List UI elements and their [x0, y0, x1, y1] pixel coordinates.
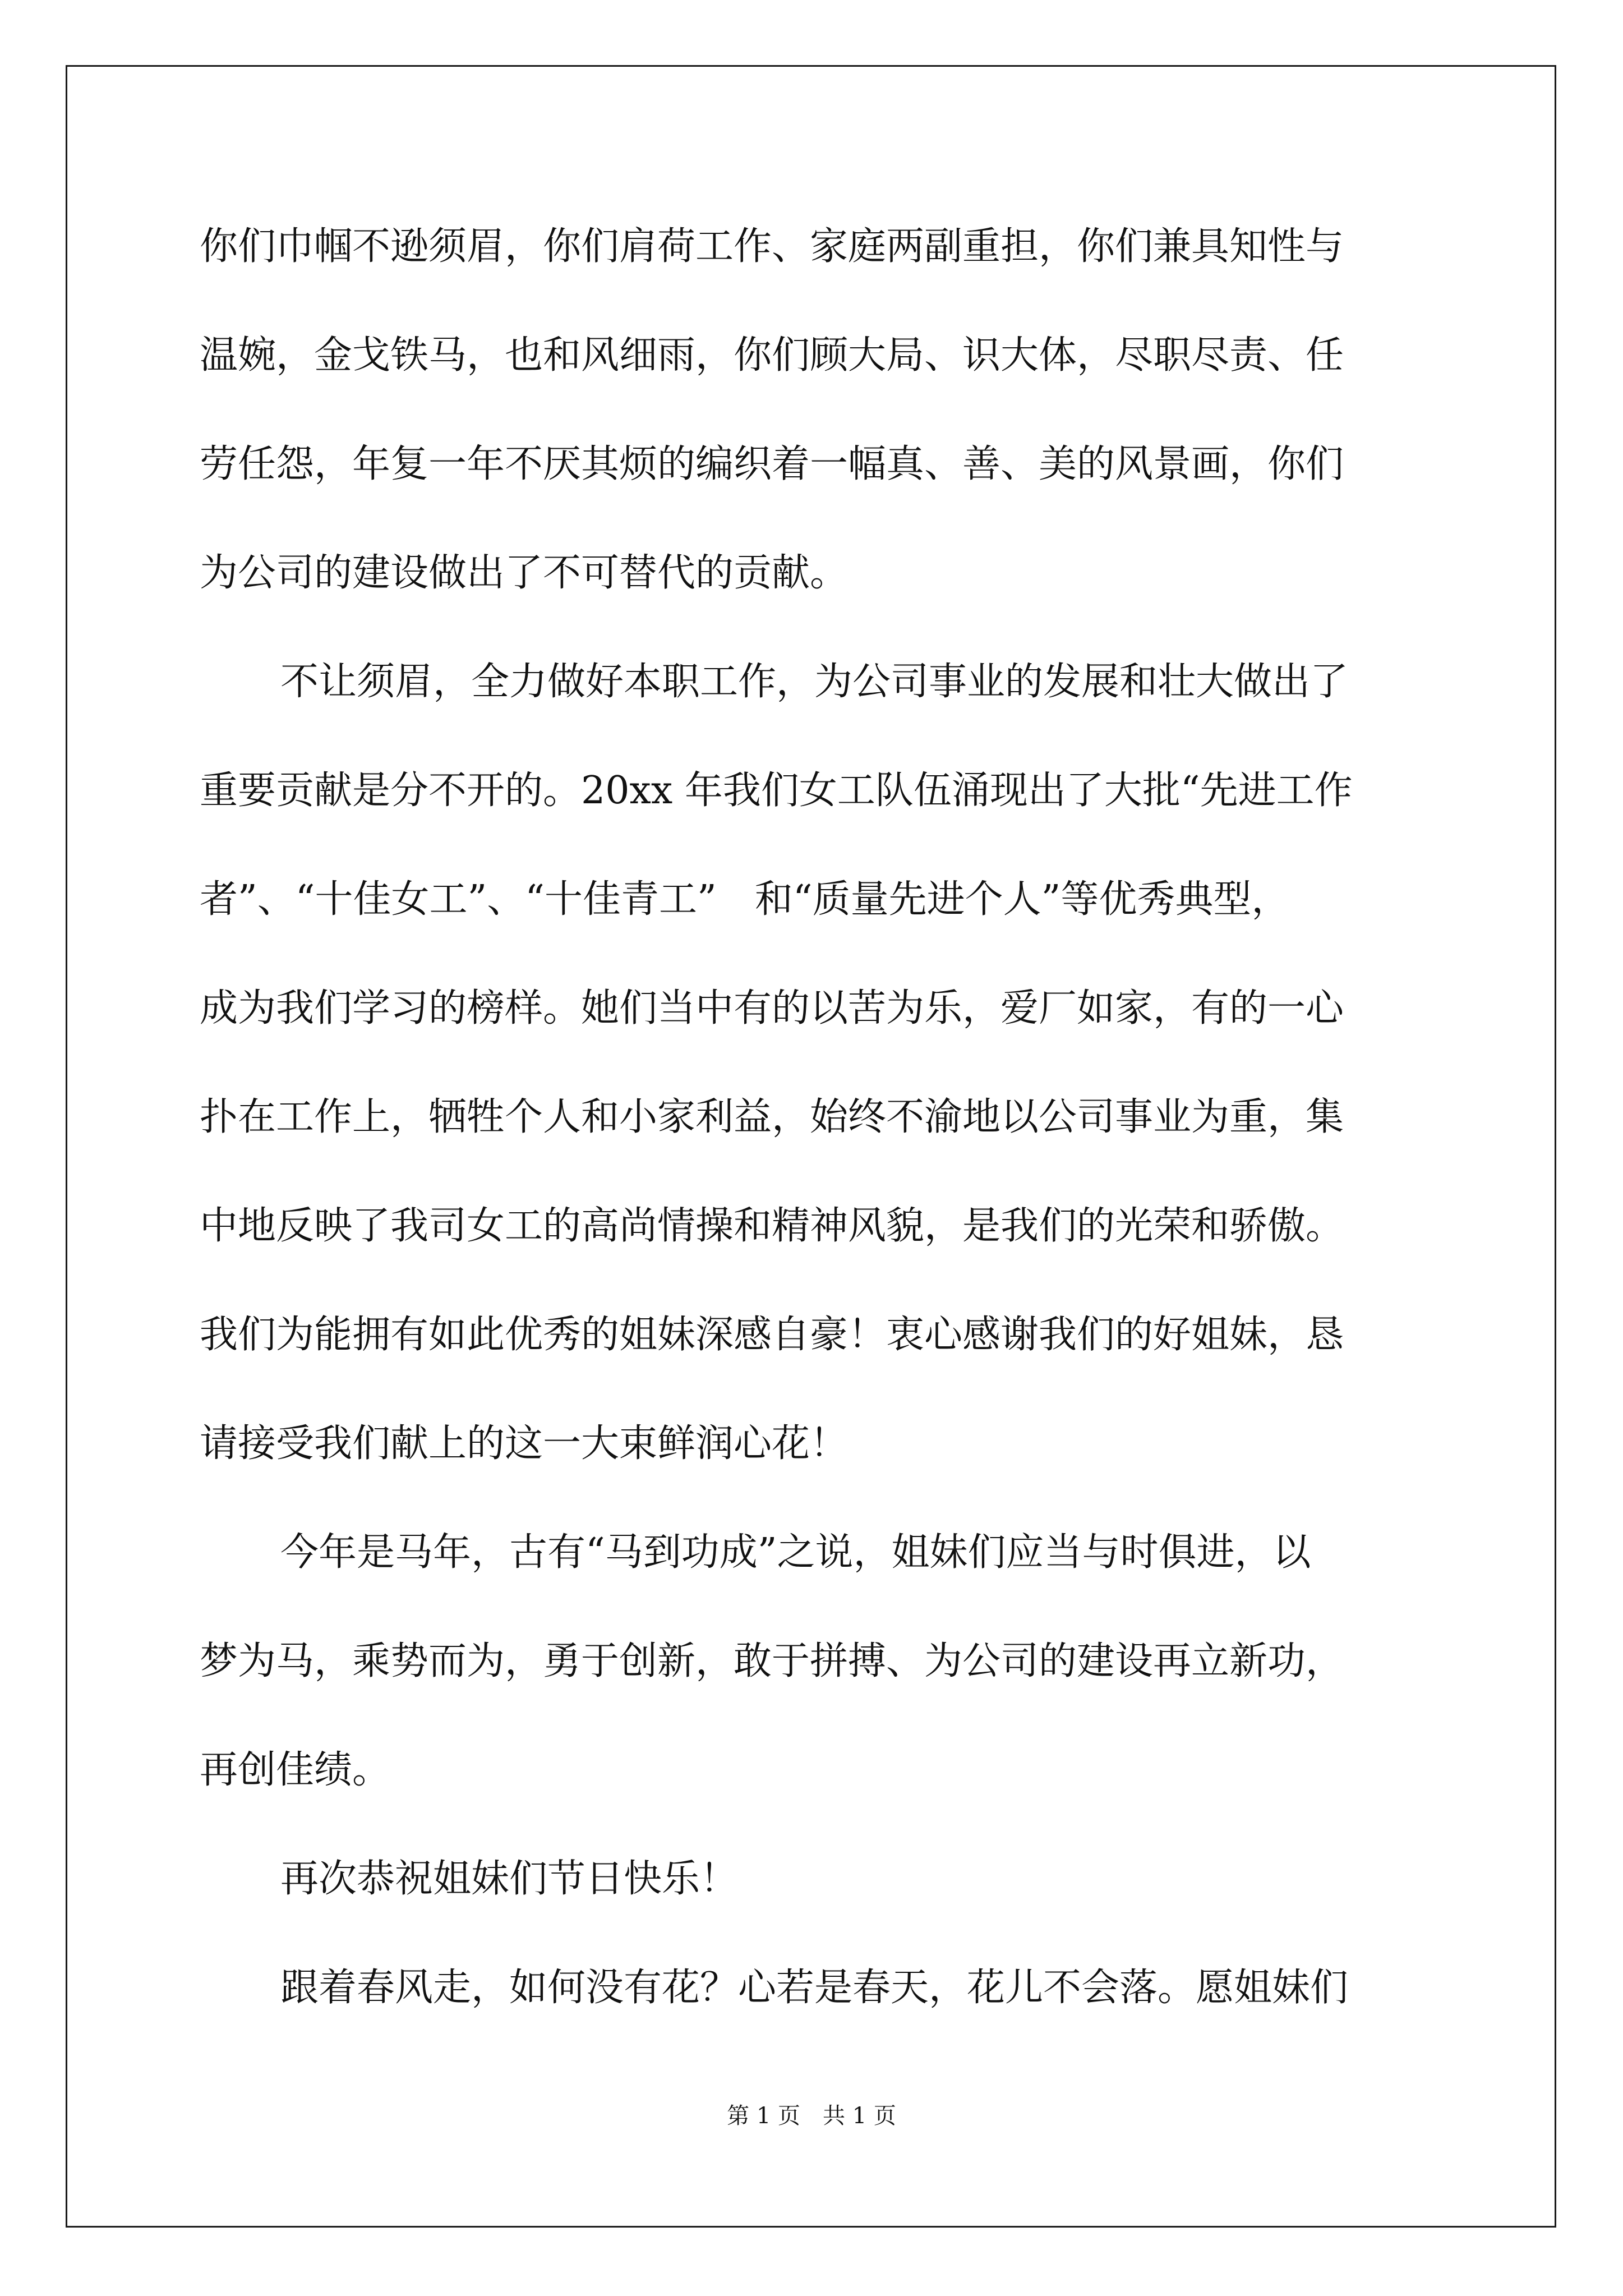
paragraph-line: 你们巾帼不逊须眉，你们肩荷工作、家庭两副重担，你们兼具知性与 [200, 224, 1344, 269]
page-footer: 第 1 页 共 1 页 [727, 2103, 896, 2129]
paragraph-line: 再次恭祝姐妹们节日快乐！ [280, 1857, 739, 1901]
paragraph-line: 我们为能拥有如此优秀的姐妹深感自豪！衷心感谢我们的好姐妹，恳 [200, 1313, 1344, 1357]
paragraph-line: 温婉，金戈铁马，也和风细雨，你们顾大局、识大体，尽职尽责、任 [200, 333, 1344, 378]
paragraph-line: 为公司的建设做出了不可替代的贡献。 [200, 551, 849, 595]
paragraph-line: 跟着春风走，如何没有花？心若是春天，花儿不会落。愿姐妹们 [280, 1966, 1349, 2010]
paragraph-line: 今年是马年，古有“马到功成”之说，姐妹们应当与时俱进，以 [280, 1530, 1311, 1575]
paragraph-line: 请接受我们献上的这一大束鲜润心花！ [200, 1421, 849, 1466]
paragraph-line: 扑在工作上，牺牲个人和小家利益，始终不渝地以公司事业为重，集 [200, 1095, 1344, 1139]
paragraph-line: 不让须眉，全力做好本职工作，为公司事业的发展和壮大做出了 [280, 660, 1349, 704]
page-border [66, 65, 1556, 2228]
paragraph-line: 梦为马，乘势而为，勇于创新，敢于拼搏、为公司的建设再立新功， [200, 1639, 1344, 1683]
paragraph-line: 再创佳绩。 [200, 1748, 391, 1792]
paragraph-line: 劳任怨，年复一年不厌其烦的编织着一幅真、善、美的风景画，你们 [200, 442, 1344, 486]
paragraph-line: 成为我们学习的榜样。她们当中有的以苦为乐，爱厂如家，有的一心 [200, 986, 1344, 1030]
paragraph-line: 者”、“十佳女工”、“十佳青工” 和“质量先进个人”等优秀典型， [200, 877, 1290, 922]
paragraph-line: 中地反映了我司女工的高尚情操和精神风貌，是我们的光荣和骄傲。 [200, 1204, 1344, 1248]
paragraph-line: 重要贡献是分不开的。20xx 年我们女工队伍涌现出了大批“先进工作 [200, 769, 1353, 813]
